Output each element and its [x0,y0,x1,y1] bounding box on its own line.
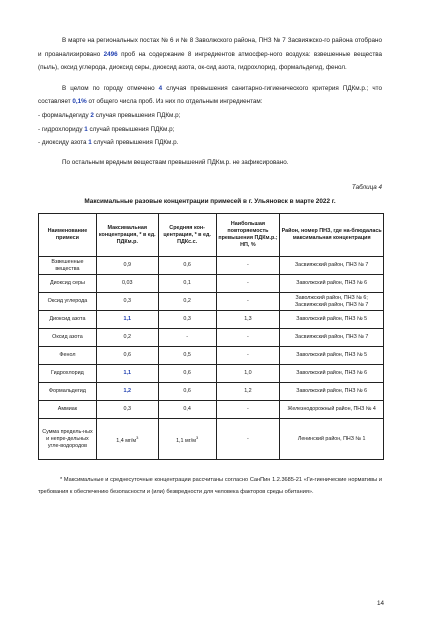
table-row [39,347,384,365]
cell-max: 1,2 [96,383,158,401]
cell-np: - [216,275,280,293]
paragraph-exceedances [38,82,382,109]
cell-avg: 0,6 [158,383,216,401]
table-row [39,275,384,293]
cell-max: 1,4 $мг/м^3$ [96,419,158,460]
exceedance-list [38,109,382,150]
cell-location: Засвияжский район, ПНЗ № 7 [280,257,384,275]
cell-avg: 1,1 $мг/м^3$ [158,419,216,460]
cell-max: 0,2 [96,329,158,347]
cell-max: 1,1 [96,311,158,329]
cell-max: 1,1 [96,365,158,383]
cell-avg: 0,6 [158,365,216,383]
cell-avg: 0,3 [158,311,216,329]
header-substance: Наименование примеси [39,214,97,257]
cell-np: 1,2 [216,383,280,401]
cell-np: - [216,401,280,419]
cell-avg: - [158,329,216,347]
cell-max: 0,3 [96,293,158,311]
cell-substance: Формальдегид [39,383,97,401]
cell-substance: Диоксид серы [39,275,97,293]
concentrations-table [38,213,384,460]
cell-avg: 0,5 [158,347,216,365]
table-row [39,383,384,401]
table-header-row [39,214,384,257]
paragraph-no-exceedances: По остальным вредным веществам превышений ПДКм.р. не зафиксировано. [62,158,289,166]
list-item: - формальдегиду 2 случая превышения ПДКм.р; [38,111,181,119]
text-fragment: В марте на региональных постах № 6 и № 8 Заволжского района, ПНЗ № 7 Засвияжско-го района отобрано и проанализировано [38,37,382,58]
header-max: Максимальная концентрация, * в ед. ПДКм.р. [96,214,158,257]
cell-location: Заволжский район, ПНЗ № 6 [280,275,384,293]
table-row [39,311,384,329]
cell-avg: 0,4 [158,401,216,419]
text-fragment: от общего числа проб. Из них по отдельным ингредиентам: [86,98,263,106]
cell-avg: 0,1 [158,275,216,293]
cell-location: Заволжский район, ПНЗ № 6 [280,365,384,383]
header-np: Наибольшая повторяемость превышения ПДКм.р.; НП, % [216,214,280,257]
table-row [39,401,384,419]
cell-avg: 0,2 [158,293,216,311]
table-row [39,293,384,311]
cell-substance: Аммиак [39,401,97,419]
cell-substance: Фенол [39,347,97,365]
table-row [39,365,384,383]
cell-np: - [216,257,280,275]
paragraph-samples [38,34,382,75]
cell-np: - [216,347,280,365]
cell-location: Заволжский район, ПНЗ № 6; Засвияжский район, ПНЗ № 7 [280,293,384,311]
footnote: * Максимальные и среднесуточные концентрации рассчитаны согласно СанПин 1.2.3685-21 «Ги-гиенические нормативы и требования к обеспечению безопасности и (или) безвредности для человека факторов среды обитания». [38,477,382,496]
table-number: Таблица 4 [351,184,382,192]
cell-substance: Оксид углерода [39,293,97,311]
table-title: Максимальные разовые концентрации примесей в г. Ульяновск в марте 2022 г. [84,198,336,206]
header-location: Район, номер ПНЗ, где на-блюдалась максимальная концентрация [280,214,384,257]
header-avg: Средняя кон-центрация, * в ед. ПДКс.с. [158,214,216,257]
cell-location: Железнодорожный район, ПНЗ № 4 [280,401,384,419]
cell-max: 0,6 [96,347,158,365]
text-fragment: В целом по городу отмечено [62,84,159,92]
table-row [39,329,384,347]
exceedance-count: 4 [158,84,163,92]
cell-location: Заволжский район, ПНЗ № 5 [280,347,384,365]
table-row [39,257,384,275]
table-row [39,419,384,460]
text-fragment: проб на содержание 8 ингредиентов атмосфер-ного воздуха: взвешенные вещества (пыль), оксид углерода, диоксид серы, диоксид азота, ок-сид азота, гидрохлорид, формальдегид, фенол. [38,50,382,72]
cell-np: - [216,293,280,311]
cell-max: 0,3 [96,401,158,419]
text-fragment: случая превышения санитарно-гигиенического критерия ПДКм.р.; что составляет [38,84,382,106]
cell-substance: Гидрохлорид [39,365,97,383]
cell-location: Заволжский район, ПНЗ № 6 [280,383,384,401]
cell-np: 1,0 [216,365,280,383]
samples-count: 2496 [103,50,118,58]
cell-np: 1,3 [216,311,280,329]
cell-location: Засвияжский район, ПНЗ № 7 [280,329,384,347]
list-item: - диоксиду азота 1 случай превышения ПДКм.р. [38,139,179,147]
cell-np: - [216,419,280,460]
cell-np: - [216,329,280,347]
page-number: 14 [376,600,384,607]
cell-max: 0,9 [96,257,158,275]
cell-location: Ленинский район, ПНЗ № 1 [280,419,384,460]
document-page [0,34,424,634]
cell-substance: Сумма предель-ных и непре-дельных угле-водородов [39,419,97,460]
cell-location: Заволжский район, ПНЗ № 5 [280,311,384,329]
exceedance-percent: 0,1% [72,98,87,106]
cell-max: 0,03 [96,275,158,293]
cell-avg: 0,6 [158,257,216,275]
cell-substance: Взвешенные вещества [39,257,97,275]
list-item: - гидрохлориду 1 случай превышения ПДКм.р; [38,125,175,133]
cell-substance: Оксид азота [39,329,97,347]
cell-substance: Диоксид азота [39,311,97,329]
